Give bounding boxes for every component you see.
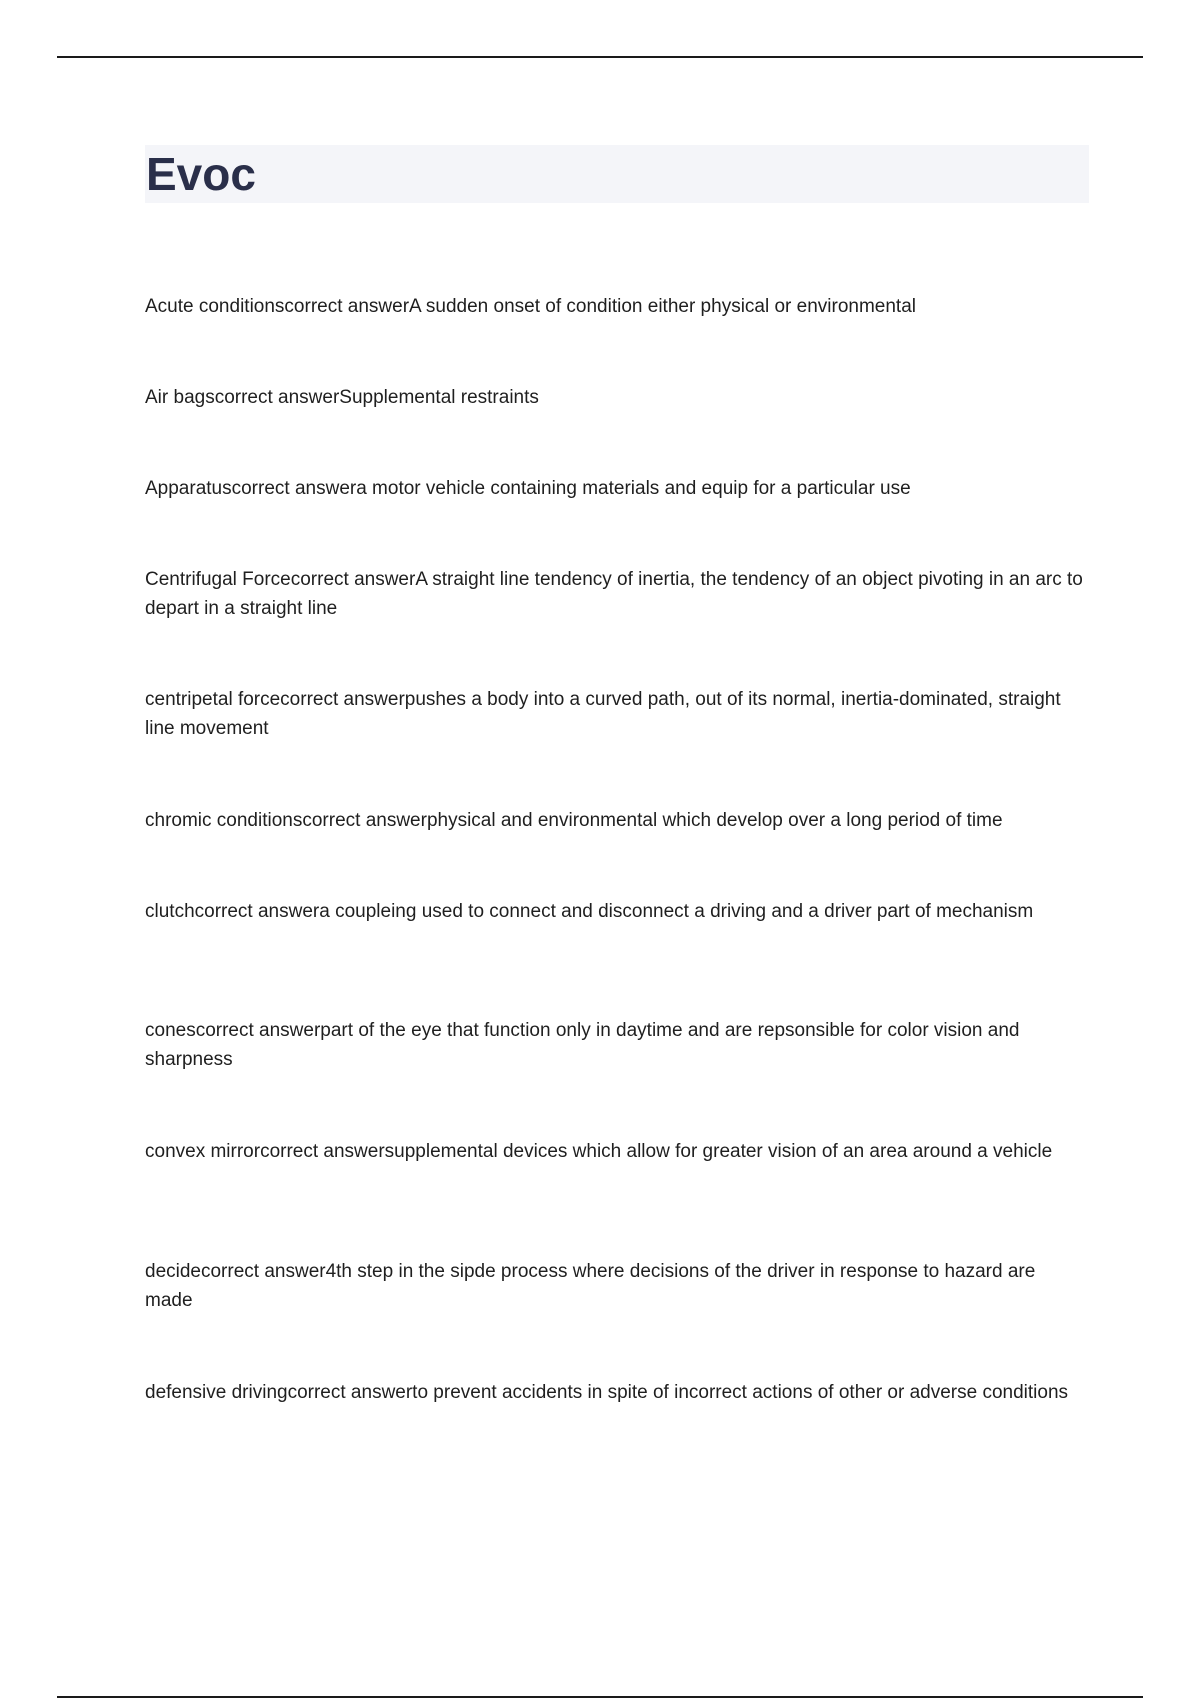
title-band [145,145,1089,203]
entry-decide: decidecorrect answer4th step in the sipde process where decisions of the driver in response to hazard are made [145,1261,1036,1311]
entry-acute-conditions: Acute conditionscorrect answerA sudden onset of condition either physical or environmental [145,296,916,317]
entry-air-bags: Air bagscorrect answerSupplemental restraints [145,387,539,408]
entry-defensive-driving: defensive drivingcorrect answerto prevent accidents in spite of incorrect actions of other or adverse conditions [145,1382,1069,1403]
top-rule [57,56,1143,58]
entry-centripetal-force: centripetal forcecorrect answerpushes a body into a curved path, out of its normal, inertia-dominated, straight line movement [145,689,1061,739]
entry-centrifugal-force: Centrifugal Forcecorrect answerA straight line tendency of inertia, the tendency of an object pivoting in an arc to depart in a straight line [145,569,1083,619]
entry-chromic-conditions: chromic conditionscorrect answerphysical and environmental which develop over a long period of time [145,810,1003,831]
bottom-rule [57,1696,1143,1698]
entry-apparatus: Apparatuscorrect answera motor vehicle containing materials and equip for a particular use [145,478,911,499]
page-title: Evoc [146,148,256,200]
entry-clutch: clutchcorrect answera coupleing used to connect and disconnect a driving and a driver part of mechanism [145,901,1034,922]
entry-cones: conescorrect answerpart of the eye that function only in daytime and are repsonsible for color vision and sharpness [145,1020,1020,1070]
entry-convex-mirror: convex mirrorcorrect answersupplemental devices which allow for greater vision of an area around a vehicle [145,1141,1053,1162]
